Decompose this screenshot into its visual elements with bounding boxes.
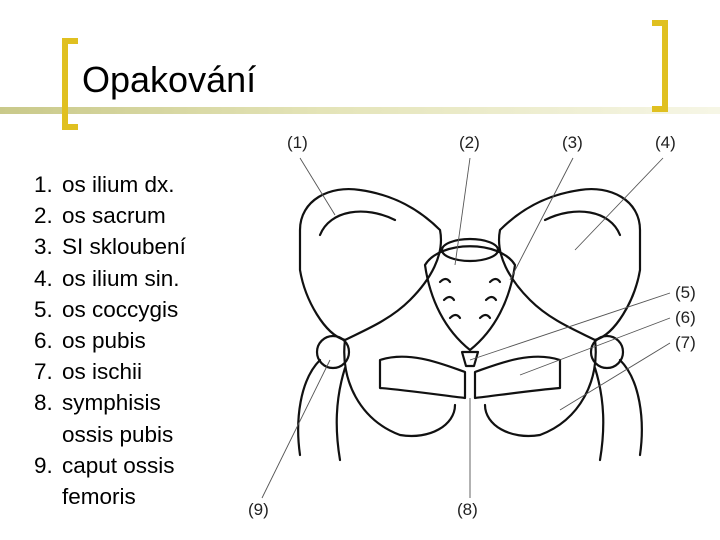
figure-label-5: (5) <box>675 283 696 302</box>
pelvis-illustration <box>240 125 720 530</box>
ischium-left <box>485 340 596 436</box>
title-underline-bar <box>0 107 720 114</box>
leader-line-4 <box>575 158 663 250</box>
figure-label-3: (3) <box>562 133 583 152</box>
sacral-foramina <box>440 279 500 318</box>
femur-left <box>595 360 642 460</box>
list-item: 4. os ilium sin. <box>34 265 180 291</box>
sacral-promontory <box>442 239 498 261</box>
list-item: 7. os ischii <box>34 359 143 385</box>
list-item: 8. symphisis ossis pubis <box>34 390 174 447</box>
leader-line-2 <box>455 158 470 265</box>
figure-label-9: (9) <box>248 500 269 519</box>
coccyx <box>462 352 478 366</box>
list-item: 2. os sacrum <box>34 203 166 229</box>
left-bracket-decoration <box>62 38 78 130</box>
iliac-crest-right <box>320 212 395 235</box>
leader-line-3 <box>510 158 573 280</box>
right-bracket-decoration <box>652 20 668 112</box>
figure-label-2: (2) <box>459 133 480 152</box>
anatomy-list <box>34 169 186 512</box>
list-item: 6. os pubis <box>34 328 146 354</box>
figure-label-8: (8) <box>457 500 478 519</box>
pubis-right <box>380 357 465 398</box>
leader-line-5 <box>470 293 670 360</box>
list-item: 5. os coccygis <box>34 296 179 322</box>
figure-label-4: (4) <box>655 133 676 152</box>
ischium-right <box>344 340 455 436</box>
figure-label-7: (7) <box>675 333 696 352</box>
figure-label-1: (1) <box>287 133 308 152</box>
list-item: 9. caput ossis femoris <box>34 452 175 510</box>
leader-line-9 <box>262 360 330 498</box>
slide-title: Opakování <box>82 58 262 102</box>
leader-line-1 <box>300 158 335 215</box>
list-item: 1. os ilium dx. <box>34 172 175 197</box>
list-item: 3. SI skloubení <box>34 234 186 260</box>
figure-label-6: (6) <box>675 308 696 327</box>
pubis-left <box>475 357 560 398</box>
